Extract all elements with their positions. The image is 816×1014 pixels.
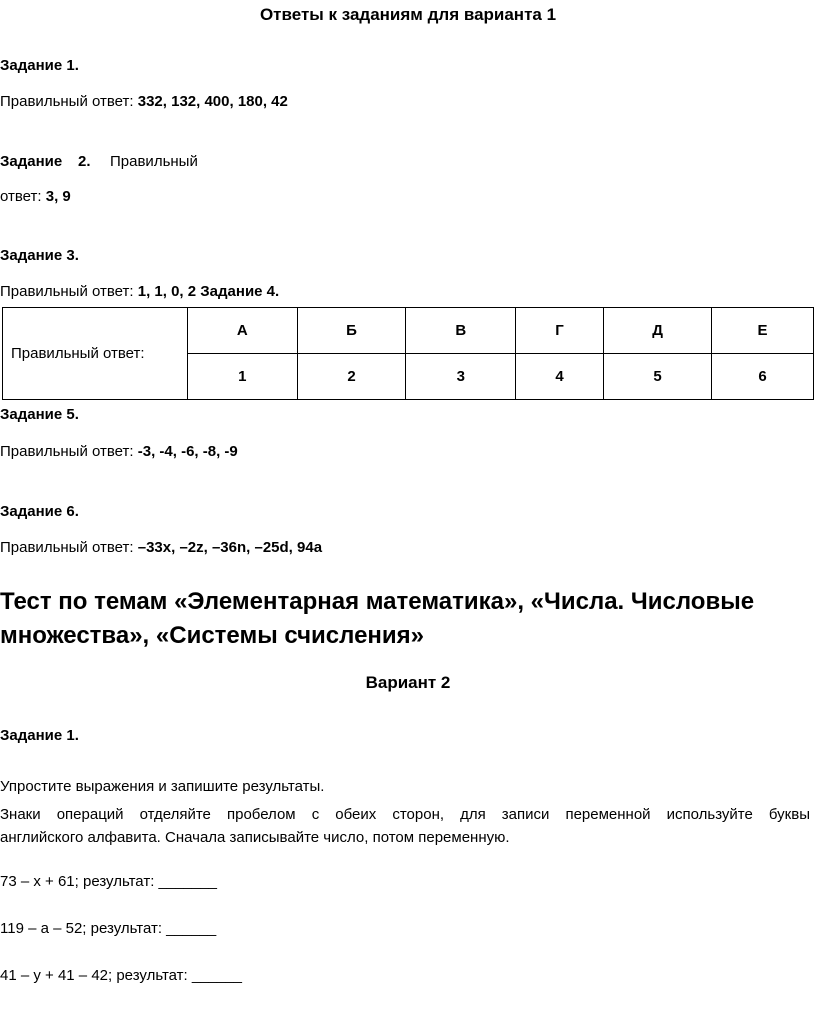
table-row <box>3 308 814 354</box>
task2-answer-line <box>0 188 71 206</box>
task2-prefix-line2: ответ: <box>0 188 42 205</box>
answer-prefix: Правильный ответ: <box>0 443 134 460</box>
task5-answer-line <box>0 443 238 461</box>
table-cell: А <box>188 308 298 354</box>
task5-answer: -3, -4, -6, -8, -9 <box>137 443 238 460</box>
answer-prefix: Правильный ответ: <box>0 93 134 110</box>
expression-1: 73 – x + 61; результат: _______ <box>0 873 217 890</box>
table-cell: 4 <box>516 354 604 400</box>
test-task1-heading: Задание 1. <box>0 727 79 744</box>
task3-answer-line <box>0 283 279 301</box>
task1-heading: Задание 1. <box>0 57 79 74</box>
instruction-line3: английского алфавита. Сначала записывайте число, потом переменную. <box>0 829 510 846</box>
task2-prefix-line1: Правильный <box>110 153 198 170</box>
task4-answer-table <box>2 307 814 400</box>
task2-number: 2. <box>78 153 91 170</box>
task2-heading: Задание <box>0 153 63 170</box>
answers-title: Ответы к заданиям для варианта 1 <box>259 5 557 24</box>
test-title-line1: Тест по темам «Элементарная математика», «Числа. Числовые <box>0 588 755 615</box>
table-cell: 6 <box>712 354 814 400</box>
instruction-line1: Упростите выражения и запишите результаты. <box>0 778 325 795</box>
table-cell: 2 <box>297 354 406 400</box>
expression-2: 119 – a – 52; результат: ______ <box>0 920 217 937</box>
table-cell: 3 <box>406 354 516 400</box>
table-cell: В <box>406 308 516 354</box>
task3-answer: 1, 1, 0, 2 <box>137 283 197 300</box>
task6-answer-line <box>0 539 322 557</box>
table-cell: Г <box>516 308 604 354</box>
variant-title: Вариант 2 <box>365 673 451 692</box>
task2-answer: 3, 9 <box>45 188 71 205</box>
instruction-line2: Знаки операций отделяйте пробелом с обеих сторон, для записи переменной используйте буквы <box>0 806 810 823</box>
task1-answer-line <box>0 93 288 111</box>
test-title-line2: множества», «Системы счисления» <box>0 622 425 649</box>
table-cell: Е <box>712 308 814 354</box>
task5-heading: Задание 5. <box>0 406 79 423</box>
task1-answer: 332, 132, 400, 180, 42 <box>137 93 288 110</box>
table-cell: Б <box>297 308 406 354</box>
answer-prefix: Правильный ответ: <box>0 283 134 300</box>
table-cell: 1 <box>188 354 298 400</box>
task4-heading: Задание 4. <box>200 283 280 300</box>
expression-3: 41 – y + 41 – 42; результат: ______ <box>0 967 242 984</box>
answer-prefix: Правильный ответ: <box>0 539 134 556</box>
table-cell: 5 <box>604 354 712 400</box>
task6-heading: Задание 6. <box>0 503 79 520</box>
table-row-label: Правильный ответ: <box>3 308 188 400</box>
task3-heading: Задание 3. <box>0 247 79 264</box>
task6-answer: –33x, –2z, –36n, –25d, 94a <box>137 539 323 556</box>
table-cell: Д <box>604 308 712 354</box>
